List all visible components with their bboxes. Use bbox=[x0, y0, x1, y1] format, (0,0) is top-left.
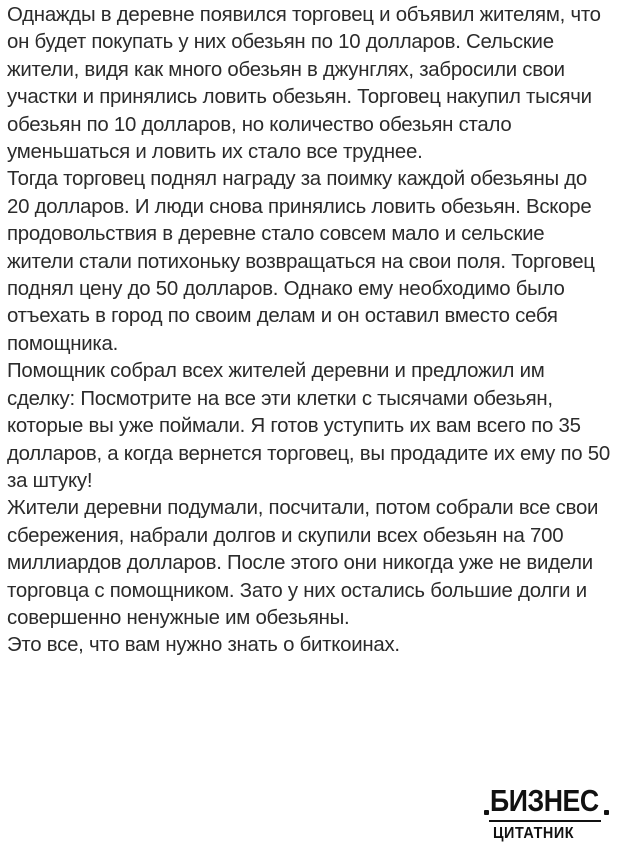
watermark-divider bbox=[489, 820, 601, 822]
paragraph-1: Однажды в деревне появился торговец и объявил жителям, что он будет покупать у них обезьян по 10 долларов. Сельские жители, видя как много обезьян в джунглях, забросили свои участки и принялись ловить обезьян. Торговец накупил тысячи обезьян по 10 долларов, но количество обезьян стало уменьшаться и ловить их стало все труднее. bbox=[7, 4, 601, 164]
watermark-dot-left bbox=[484, 810, 489, 815]
paragraph-2: Тогда торговец поднял награду за поимку каждой обезьяны до 20 долларов. И люди снова принялись ловить обезьян. Вскоре продовольствия в деревне стало совсем мало и сельские жители стали потихоньку возвращаться на свои поля. Торговец поднял цену до 50 долларов. Однако ему необходимо было отъехать в город по своим делам и он оставил вместо себя помощника. bbox=[7, 168, 595, 355]
paragraph-3: Помощник собрал всех жителей деревни и предложил им сделку: Посмотрите на все эти клетки с тысячами обезьян, которые вы уже поймали. Я готов уступить их вам всего по 35 долларов, а когда вернется торговец, вы продадите их ему по 50 за штуку! bbox=[7, 360, 610, 492]
watermark-dot-right bbox=[604, 810, 609, 815]
watermark-line-1: БИЗНЕС bbox=[490, 783, 599, 818]
watermark-line-2: ЦИТАТНИК bbox=[493, 825, 575, 842]
watermark-logo bbox=[478, 784, 614, 846]
paragraph-4: Жители деревни подумали, посчитали, потом собрали все свои сбережения, набрали долгов и скупили всех обезьян на 700 миллиардов долларов. После этого они никогда уже не видели торговца с помощником. Зато у них остались большие долги и совершенно ненужные им обезьяны. bbox=[7, 497, 599, 629]
paragraph-5: Это все, что вам нужно знать о биткоинах. bbox=[7, 634, 400, 657]
article-text bbox=[7, 2, 613, 660]
